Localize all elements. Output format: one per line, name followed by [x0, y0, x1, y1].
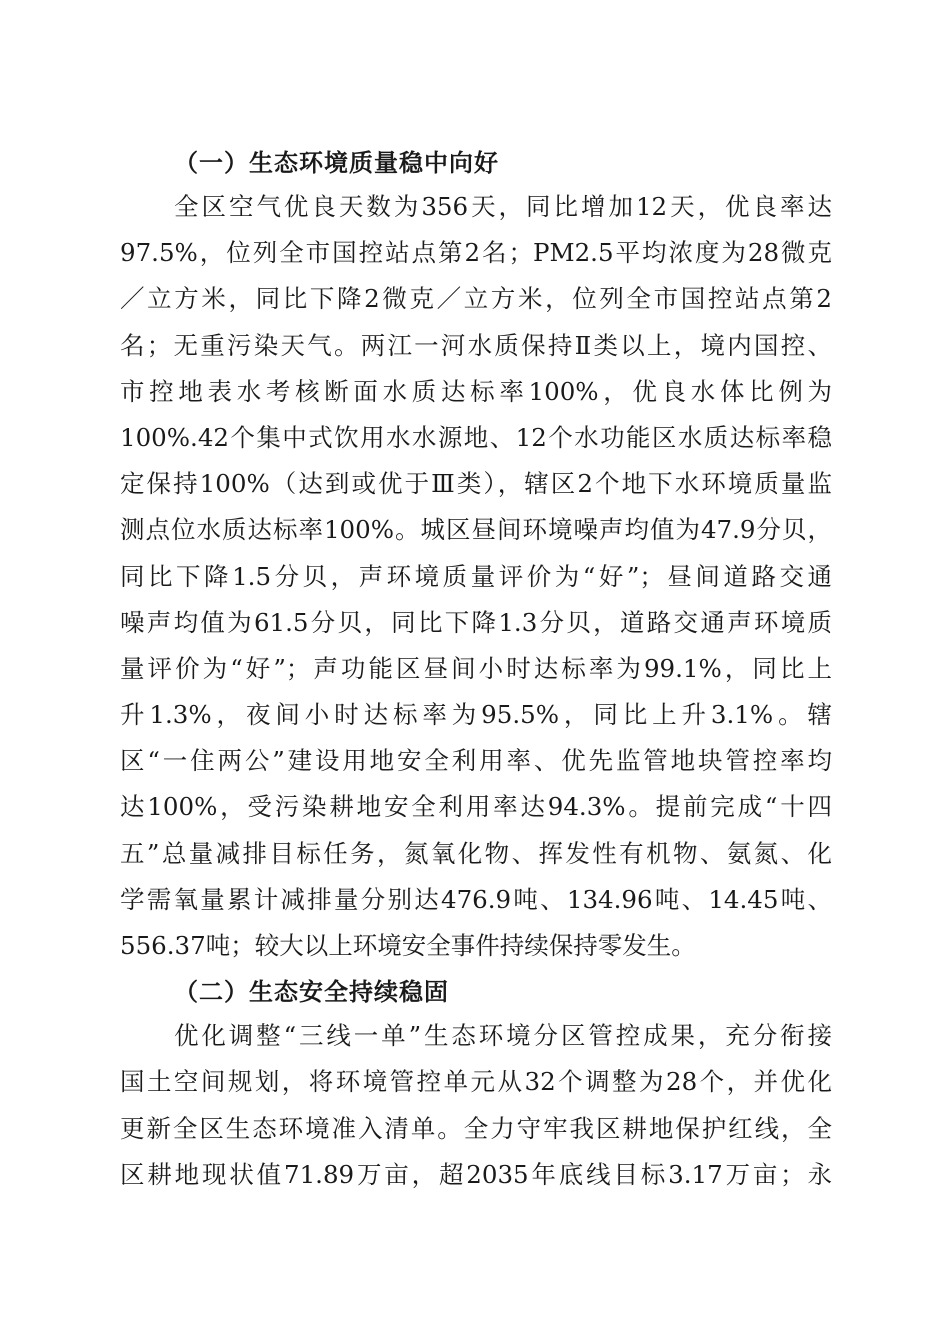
section-1-paragraph [120, 184, 832, 969]
paragraph-line: 全区空气优良天数为356天，同比增加12天，优良率达 [174, 192, 832, 221]
section-2-heading: （二）生态安全持续稳固 [174, 978, 449, 1007]
paragraph-line: 556.37吨；较大以上环境安全事件持续保持零发生。 [120, 931, 696, 960]
paragraph-line: 区耕地现状值71.89万亩，超2035年底线目标3.17万亩；永 [120, 1159, 832, 1189]
paragraph-line: 测点位水质达标率100%。城区昼间环境噪声均值为47.9分贝， [120, 515, 832, 545]
paragraph-line: 噪声均值为61.5分贝，同比下降1.3分贝，道路交通声环境质 [120, 607, 832, 637]
paragraph-line: 升1.3%，夜间小时达标率为95.5%，同比上升3.1%。辖 [120, 700, 832, 730]
paragraph-line: 更新全区生态环境准入清单。全力守牢我区耕地保护红线，全 [120, 1113, 832, 1143]
paragraph-line: 同比下降1.5分贝，声环境质量评价为“好”；昼间道路交通 [120, 561, 832, 591]
paragraph-line: 市控地表水考核断面水质达标率100%，优良水体比例为 [120, 376, 832, 406]
paragraph-line: 97.5%，位列全市国控站点第2名；PM2.5平均浓度为28微克 [120, 238, 832, 268]
paragraph-line: 100%.42个集中式饮用水水源地、12个水功能区水质达标率稳 [120, 422, 832, 452]
paragraph-line: 国土空间规划，将环境管控单元从32个调整为28个，并优化 [120, 1067, 832, 1097]
paragraph-line: 量评价为“好”；声功能区昼间小时达标率为99.1%，同比上 [120, 653, 832, 683]
document-page [120, 142, 832, 1198]
paragraph-line: 五”总量减排目标任务，氮氧化物、挥发性有机物、氨氮、化 [120, 838, 832, 868]
section-1-heading: （一）生态环境质量稳中向好 [174, 149, 499, 177]
paragraph-line: 优化调整“三线一单”生态环境分区管控成果，充分衔接 [174, 1021, 832, 1051]
paragraph-line: 区“一住两公”建设用地安全利用率、优先监管地块管控率均 [120, 746, 832, 776]
paragraph-line: ／立方米，同比下降2微克／立方米，位列全市国控站点第2 [120, 284, 832, 314]
paragraph-line: 名；无重污染天气。两江一河水质保持Ⅱ类以上，境内国控、 [120, 330, 832, 360]
section-2-paragraph [120, 1013, 832, 1198]
paragraph-line: 定保持100%（达到或优于Ⅲ类），辖区2个地下水环境质量监 [120, 469, 832, 499]
paragraph-line: 学需氧量累计减排量分别达476.9吨、134.96吨、14.45吨、 [120, 884, 832, 914]
paragraph-line: 达100%，受污染耕地安全利用率达94.3%。提前完成“十四 [120, 792, 832, 822]
